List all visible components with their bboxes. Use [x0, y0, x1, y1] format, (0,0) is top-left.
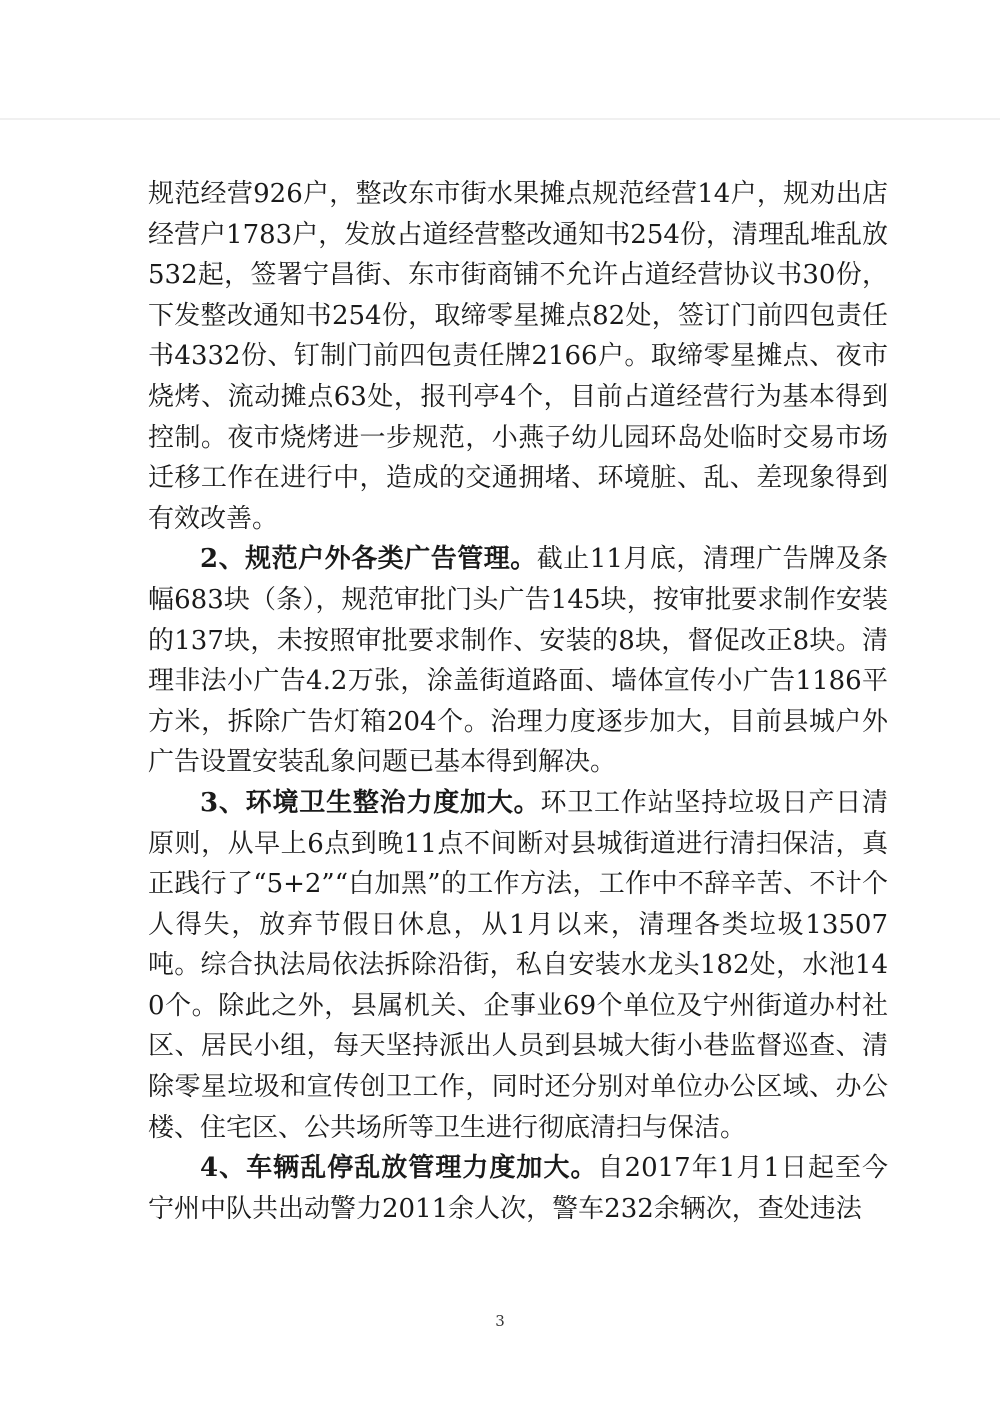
paragraph-text: 规范经营926户，整改东市街水果摊点规范经营14户，规劝出店经营户1783户，发放占道经营整改通知书254份，清理乱堆乱放532起，签署宁昌街、东市街商铺不允许占道经营协议书30份，下发整改通知书254份，取缔零星摊点82处，签订门前四包责任书4332份、钉制门前四包责任牌2166户。取缔零星摊点、夜市烧烤、流动摊点63处，报刊亭4个，目前占道经营行为基本得到控制。夜市烧烤进一步规范，小燕子幼儿园环岛处临时交易市场迁移工作在进行中，造成的交通拥堵、环境脏、乱、差现象得到有效改善。 — [148, 179, 888, 534]
paragraph-text: 自2017年1月1日起至今宁州中队共出动警力2011余人次，警车232余辆次，查处违法 — [148, 1153, 888, 1224]
section-heading: 3、环境卫生整治力度加大。 — [200, 787, 541, 818]
document-body — [148, 174, 888, 1229]
page-number: 3 — [495, 1312, 505, 1330]
paragraph-environmental-sanitation — [148, 783, 888, 1148]
paragraph-text: 环卫工作站坚持垃圾日产日清原则，从早上6点到晚11点不间断对县城街道进行清扫保洁，真正践行了“5+2”“白加黑”的工作方法，工作中不辞辛苦、不计个人得失，放弃节假日休息，从1月以来，清理各类垃圾13507吨。综合执法局依法拆除沿街，私自安装水龙头182处，水池140个。除此之外，县属机关、企事业69个单位及宁州街道办村社区、居民小组，每天坚持派出人员到县城大街小巷监督巡查、清除零星垃圾和宣传创卫工作，同时还分别对单位办公区域、办公楼、住宅区、公共场所等卫生进行彻底清扫与保洁。 — [148, 787, 888, 1143]
section-heading: 2、规范户外各类广告管理。 — [200, 544, 537, 575]
paragraph-continuation — [148, 174, 888, 539]
paragraph-vehicle-parking — [148, 1148, 888, 1229]
paragraph-outdoor-advertising — [148, 539, 888, 783]
scan-edge-top — [0, 118, 1000, 120]
paragraph-text: 截止11月底，清理广告牌及条幅683块（条），规范审批门头广告145块，按审批要求制作安装的137块，未按照审批要求制作、安装的8块，督促改正8块。清理非法小广告4.2万张，涂盖街道路面、墙体宣传小广告1186平方米，拆除广告灯箱204个。治理力度逐步加大，目前县城户外广告设置安装乱象问题已基本得到解决。 — [148, 544, 889, 778]
section-heading: 4、车辆乱停乱放管理力度加大。 — [200, 1153, 598, 1184]
